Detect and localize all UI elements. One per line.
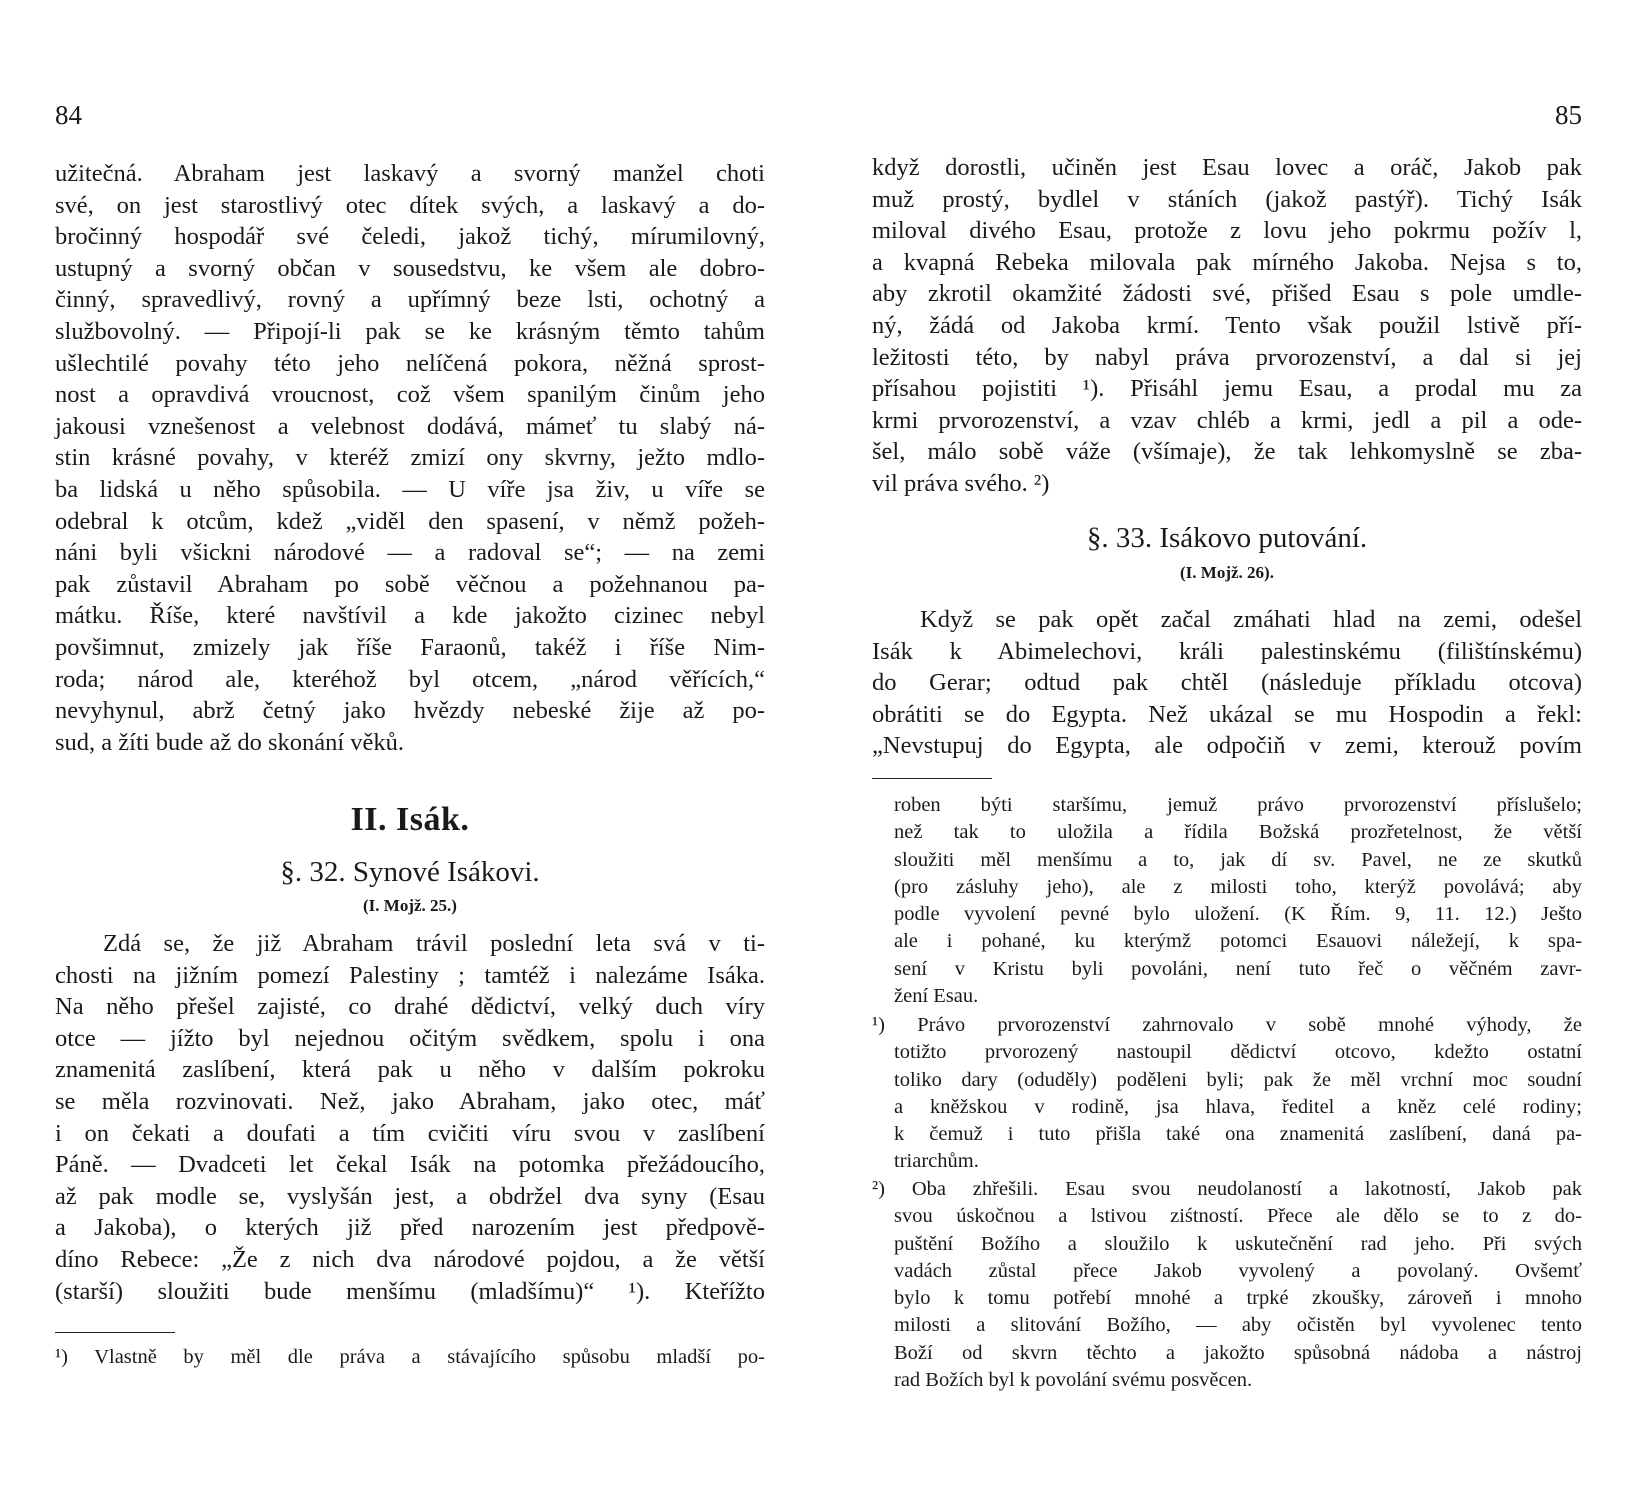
section-reference: (I. Mojž. 26).: [1180, 563, 1274, 582]
section-reference: (I. Mojž. 25.): [363, 896, 457, 915]
left-section-text: [55, 928, 765, 1307]
footnote-rule: [872, 778, 992, 779]
text-line: se měla rozvinovati. Než, jako Abraham, jako otec, máť: [55, 1087, 765, 1115]
text-line: sud, a žíti bude až do skonání věků.: [55, 728, 405, 756]
footnote-line: ¹) Právo prvorozenství zahrnovalo v sobě mnohé výhody, že: [872, 1014, 1582, 1036]
text-line: mátku. Říše, které navštívil a kde jakožto cizinec nebyl: [55, 602, 765, 630]
text-line: činný, spravedlivý, rovný a upřímný beze lsti, ochotný a: [55, 286, 765, 314]
text-line: „Nevstupuj do Egypta, ale odpočiň v zemi, kterouž povím: [872, 732, 1582, 760]
section-heading: §. 33. Isákovo putování.: [1086, 522, 1368, 554]
continued-footnote: [894, 792, 1582, 1010]
text-line: obrátiti se do Egypta. Než ukázal se mu Hospodin a řekl:: [872, 700, 1582, 728]
text-line: krmi prvorozenství, a vzav chléb a krmi, jedl a pil a ode-: [872, 406, 1582, 434]
footnote-line: k čemuž i tuto přišla také ona znamenitá zaslíbení, daná pa-: [894, 1123, 1582, 1146]
page-number-right: 85: [1555, 100, 1582, 130]
section-heading: §. 32. Synové Isákovi.: [280, 856, 540, 888]
text-line: muž prostý, bydlel v stáních (jakož pastýř). Tichý Isák: [872, 185, 1582, 213]
part-heading: II. Isák.: [350, 801, 470, 838]
text-line: aby zkrotil okamžité žádosti své, přišed Esau s pole umdle-: [872, 280, 1582, 308]
text-line: ný, žádá od Jakoba krmí. Tento však použil lstivě pří-: [872, 311, 1582, 339]
footnote-line: bylo k tomu potřebí mnohé a trpké zkoušky, zároveň i mnoho: [894, 1287, 1582, 1310]
text-line: Když se pak opět začal zmáhati hlad na zemi, odešel: [920, 606, 1582, 633]
text-line: až pak modle se, vyslyšán jest, a obdržel dva syny (Esau: [55, 1182, 765, 1210]
footnote-line: žení Esau.: [894, 985, 979, 1008]
footnote-line: (pro zásluhy jeho), ale z milosti toho, kterýž povolává; aby: [894, 875, 1582, 898]
text-line: šel, málo sobě váže (všímaje), že tak lehkomyslně se zba-: [872, 438, 1582, 466]
text-line: své, on jest starostlivý otec dítek svých, a laskavý a do-: [55, 191, 765, 219]
right-section-text: [872, 604, 1582, 762]
text-line: bročinný hospodář své čeledi, jakož tichý, mírumilovný,: [55, 223, 765, 251]
text-line: vil práva svého. ²): [872, 469, 1050, 497]
footnote-line: roben býti staršímu, jemuž právo prvorozenství příslušelo;: [894, 794, 1582, 816]
text-line: povšimnut, zmizely jak říše Faraonů, takéž i říše Nim-: [55, 633, 765, 661]
left-intro-text: [55, 158, 765, 758]
right-intro-text: [872, 152, 1582, 500]
text-line: Na něho přešel zajisté, co drahé dědictví, velký duch víry: [55, 993, 765, 1021]
text-line: přísahou pojistiti ¹). Přisáhl jemu Esau, a prodal mu za: [872, 375, 1582, 403]
text-line: Páně. — Dvadceti let čekal Isák na potomka přežádoucího,: [55, 1151, 765, 1179]
footnote-line: podle vyvolení pevné bylo uložení. (K Řím. 9, 11. 12.) Ješto: [894, 903, 1582, 926]
footnote-line: a kněžskou v rodině, jsa hlava, ředitel a kněz celé rodiny;: [894, 1095, 1582, 1118]
footnote-line: rad Božích byl k povolání svému posvěcen.: [894, 1369, 1253, 1392]
left-page: [55, 0, 765, 1500]
footnote-line: ¹) Vlastně by měl dle práva a stávajícího spůsobu mladší po-: [55, 1346, 765, 1368]
footnote-line: sení v Kristu byli povoláni, není tuto řeč o věčném zavr-: [894, 957, 1582, 980]
text-line: otce — jížto byl nejednou očitým svědkem, spolu i ona: [55, 1024, 765, 1052]
text-line: Isák k Abimelechovi, králi palestinskému (filištínskému): [872, 637, 1582, 665]
footnote-line: sloužiti měl menšímu a to, jak dí sv. Pavel, ne ze skutků: [894, 848, 1582, 871]
text-line: do Gerar; odtud pak chtěl (následuje příkladu otcova): [872, 669, 1582, 697]
footnote-line: svou úskočnou a lstivou ziśtností. Přece ale dělo se to z do-: [894, 1205, 1582, 1228]
text-line: službovolný. — Připojí-li pak se ke krásným těmto tahům: [55, 317, 765, 345]
footnote-2: [872, 1176, 1582, 1394]
text-line: díno Rebece: „Že z nich dva národové pojdou, a že větší: [55, 1245, 765, 1273]
text-line: znamenitá zaslíbení, která pak u něho v dalším pokroku: [55, 1056, 765, 1084]
text-line: stin krásné povahy, v kteréž zmizí ony skvrny, ježto mdlo-: [55, 444, 765, 472]
footnote-line: Boží od skvrn těchto a jakožto spůsobná nádoba a nástroj: [894, 1341, 1582, 1364]
text-line: když dorostli, učiněn jest Esau lovec a oráč, Jakob pak: [872, 154, 1582, 181]
footnote-rule: [55, 1332, 175, 1333]
footnote: [55, 1344, 765, 1371]
text-line: a Jakoba), o kterých již před narozením jest předpově-: [55, 1214, 765, 1242]
footnote-line: ale i pohané, ku kterýmž potomci Esauovi náležejí, k spa-: [894, 930, 1582, 953]
text-line: (starší) sloužiti bude menšímu (mladšímu)“ ¹). Kteřížto: [55, 1277, 765, 1305]
right-page: [872, 0, 1582, 1500]
footnote-line: milosti a slitování Božího, — aby očistěn byl vyvolenec tento: [894, 1314, 1582, 1337]
footnote-line: vadách zůstal přece Jakob vyvolený a povolaný. Ovšemť: [894, 1259, 1582, 1282]
text-line: nost a opravdivá vroucnost, což všem spanilým činům jeho: [55, 381, 765, 409]
text-line: ležitosti této, by nabyl práva prvorozenství, a dal si jej: [872, 343, 1582, 371]
text-line: jakousi vznešenost a velebnost dodává, mámeť tu slabý ná-: [55, 412, 765, 440]
text-line: nevyhynul, abrž četný jako hvězdy nebeské žije až po-: [55, 697, 765, 725]
text-line: ušlechtilé povahy této jeho nelíčená pokora, něžná sprost-: [55, 349, 765, 377]
footnote-line: triarchům.: [894, 1150, 979, 1173]
text-line: Zdá se, že již Abraham trávil poslední leta svá v ti-: [103, 930, 765, 957]
footnote-line: ²) Oba zhřešili. Esau svou neudolaností a lakotností, Jakob pak: [872, 1178, 1582, 1200]
footnote-line: toliko dary (oduděly) poděleni byli; pak že měl vrchní moc soudní: [894, 1068, 1582, 1091]
footnote-line: než tak to uložila a řídila Božská prozřetelnost, že větší: [894, 821, 1582, 844]
text-line: náni byli všickni národové — a radoval se“; — na zemi: [55, 539, 765, 567]
footnote-line: puštění Božího a sloužilo k uskutečnění rad jeho. Při svých: [894, 1232, 1582, 1255]
text-line: ustupný a svorný občan v sousedstvu, ke všem ale dobro-: [55, 254, 765, 282]
text-line: roda; národ ale, kteréhož byl otcem, „národ věřících,“: [55, 665, 765, 693]
page-number-left: 84: [55, 100, 82, 130]
text-line: chosti na jižním pomezí Palestiny ; tamtéž i nalezáme Isáka.: [55, 961, 765, 989]
text-line: miloval divého Esau, protože z lovu jeho pokrmu požív l,: [872, 217, 1582, 245]
text-line: pak zůstavil Abraham po sobě věčnou a požehnanou pa-: [55, 570, 765, 598]
text-line: odebral k otcům, kdež „viděl den spasení, v němž požeh-: [55, 507, 765, 535]
footnote-line: totižto prvorozený nastoupil dědictví otcovo, kdežto ostatní: [894, 1041, 1582, 1064]
text-line: i on čekati a doufati a tím cvičiti víru svou v zaslíbení: [55, 1119, 765, 1147]
text-line: užitečná. Abraham jest laskavý a svorný manžel choti: [55, 160, 765, 187]
footnote-1: [872, 1012, 1582, 1176]
text-line: ba lidská u něho spůsobila. — U víře jsa živ, u víře se: [55, 475, 765, 503]
text-line: a kvapná Rebeka milovala pak mírného Jakoba. Nejsa s to,: [872, 248, 1582, 276]
